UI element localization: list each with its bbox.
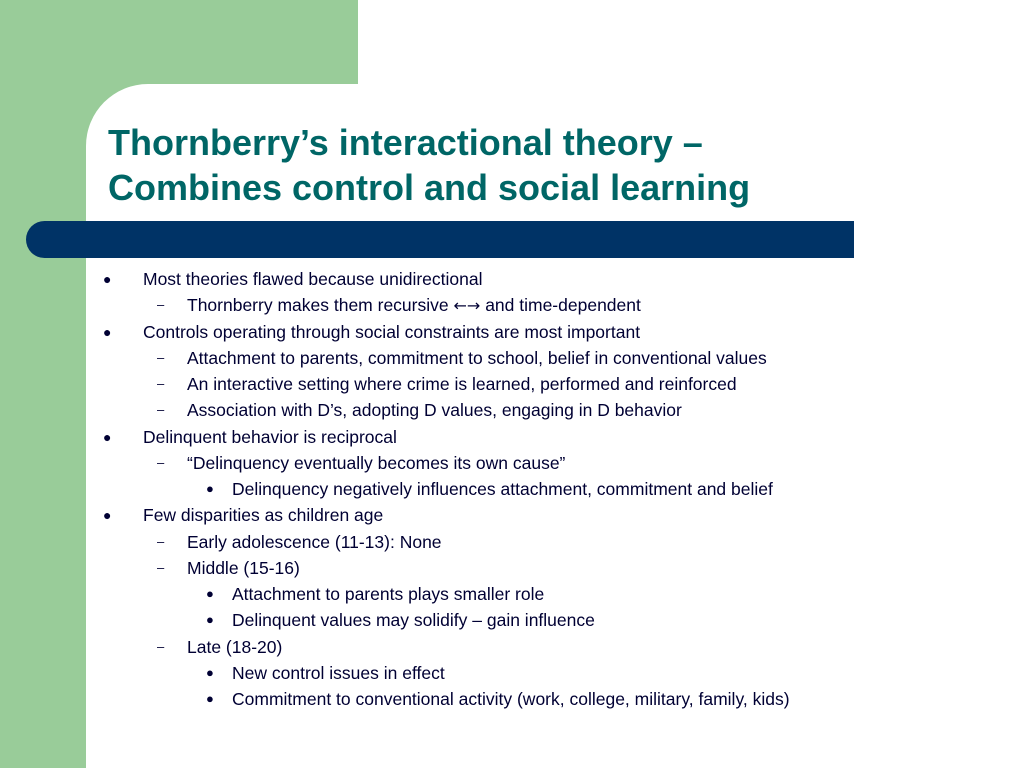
dash-marker: – bbox=[157, 376, 165, 391]
bullet-marker: ● bbox=[206, 664, 214, 680]
bullet-text bbox=[187, 292, 641, 319]
bullet-text-main: Association with D’s, adopting D values, engaging in D behavior bbox=[187, 400, 682, 421]
bullet-text bbox=[232, 686, 790, 712]
bullet-text-main: Controls operating through social constraints are most important bbox=[143, 321, 641, 342]
bullet-text-main: Few disparities as children age bbox=[143, 505, 384, 526]
bullet-text bbox=[232, 581, 544, 607]
bullet-marker: ● bbox=[103, 271, 112, 287]
bullet-item-level-3 bbox=[0, 476, 1024, 502]
bullet-item-level-3 bbox=[0, 686, 1024, 712]
bullet-item-level-2 bbox=[0, 634, 1024, 660]
bullet-item-level-2 bbox=[0, 397, 1024, 423]
bullet-text bbox=[143, 266, 483, 292]
bullet-text bbox=[187, 529, 442, 555]
bullet-text-main: Attachment to parents plays smaller role bbox=[232, 584, 545, 604]
slide-title bbox=[108, 120, 988, 210]
bidirectional-arrows-icon: ←→ bbox=[453, 296, 481, 316]
bullet-item-level-2 bbox=[0, 529, 1024, 555]
bullet-text-main: Middle (15-16) bbox=[187, 557, 300, 578]
bullet-item-level-3 bbox=[0, 581, 1024, 607]
bullet-text-main: Thornberry makes them recursive bbox=[187, 295, 449, 316]
bullet-text-main: An interactive setting where crime is learned, performed and reinforced bbox=[187, 374, 737, 394]
bullet-text bbox=[232, 660, 445, 686]
bullet-item-level-2 bbox=[0, 450, 1024, 476]
bullet-text bbox=[143, 319, 640, 345]
bullet-text-main: Attachment to parents, commitment to school, belief in conventional values bbox=[187, 347, 767, 368]
bullet-marker: ● bbox=[103, 323, 112, 340]
bullet-marker: ● bbox=[206, 586, 214, 601]
bullet-text bbox=[143, 502, 383, 528]
title-divider-bar-edge bbox=[846, 221, 854, 258]
dash-marker: – bbox=[157, 297, 165, 313]
bullet-text bbox=[187, 397, 682, 423]
bullet-text-main: Late (18-20) bbox=[187, 636, 283, 657]
bullet-text bbox=[232, 607, 595, 633]
bullet-text bbox=[187, 345, 767, 371]
dash-marker: – bbox=[157, 638, 165, 654]
dash-marker: – bbox=[157, 559, 165, 575]
bullet-marker: ● bbox=[206, 481, 214, 496]
bullet-text bbox=[143, 424, 397, 450]
bullet-text-main: Commitment to conventional activity (work, college, military, family, kids) bbox=[232, 689, 790, 709]
bullet-marker: ● bbox=[103, 428, 112, 445]
title-line-1: Thornberry’s interactional theory – bbox=[108, 122, 703, 163]
bullet-text bbox=[187, 450, 565, 476]
bullet-text bbox=[187, 371, 737, 397]
bullet-text-main: Delinquent values may solidify – gain influence bbox=[232, 610, 595, 631]
bullet-item-level-2 bbox=[0, 292, 1024, 318]
bullet-text bbox=[232, 476, 773, 502]
bullet-text bbox=[187, 634, 282, 660]
dash-marker: – bbox=[157, 402, 165, 418]
title-line-2: Combines control and social learning bbox=[108, 167, 751, 208]
bullet-item-level-1 bbox=[0, 424, 1024, 450]
bullet-text-main: “Delinquency eventually becomes its own cause” bbox=[187, 452, 566, 473]
dash-marker: – bbox=[157, 454, 165, 470]
bullet-item-level-1 bbox=[0, 266, 1024, 292]
bullet-item-level-2 bbox=[0, 371, 1024, 397]
bullet-text-main: Delinquency negatively influences attachment, commitment and belief bbox=[232, 479, 773, 499]
bullet-text-main: New control issues in effect bbox=[232, 662, 445, 683]
title-divider-bar bbox=[26, 221, 854, 258]
bullet-item-level-3 bbox=[0, 660, 1024, 686]
bullet-item-level-2 bbox=[0, 555, 1024, 581]
bullet-list bbox=[0, 266, 1024, 712]
dash-marker: – bbox=[157, 533, 165, 549]
bullet-text-after: and time-dependent bbox=[485, 295, 641, 316]
dash-marker: – bbox=[157, 349, 165, 365]
bullet-marker: ● bbox=[206, 691, 214, 706]
bullet-marker: ● bbox=[206, 612, 214, 628]
bullet-text bbox=[187, 555, 300, 581]
bullet-text-main: Early adolescence (11-13): None bbox=[187, 531, 442, 552]
bullet-item-level-1 bbox=[0, 319, 1024, 345]
bullet-text-main: Delinquent behavior is reciprocal bbox=[143, 426, 397, 447]
bullet-marker: ● bbox=[103, 507, 112, 524]
bullet-text-main: Most theories flawed because unidirectional bbox=[143, 269, 483, 289]
bullet-item-level-1 bbox=[0, 502, 1024, 528]
bullet-item-level-2 bbox=[0, 345, 1024, 371]
bullet-item-level-3 bbox=[0, 607, 1024, 633]
